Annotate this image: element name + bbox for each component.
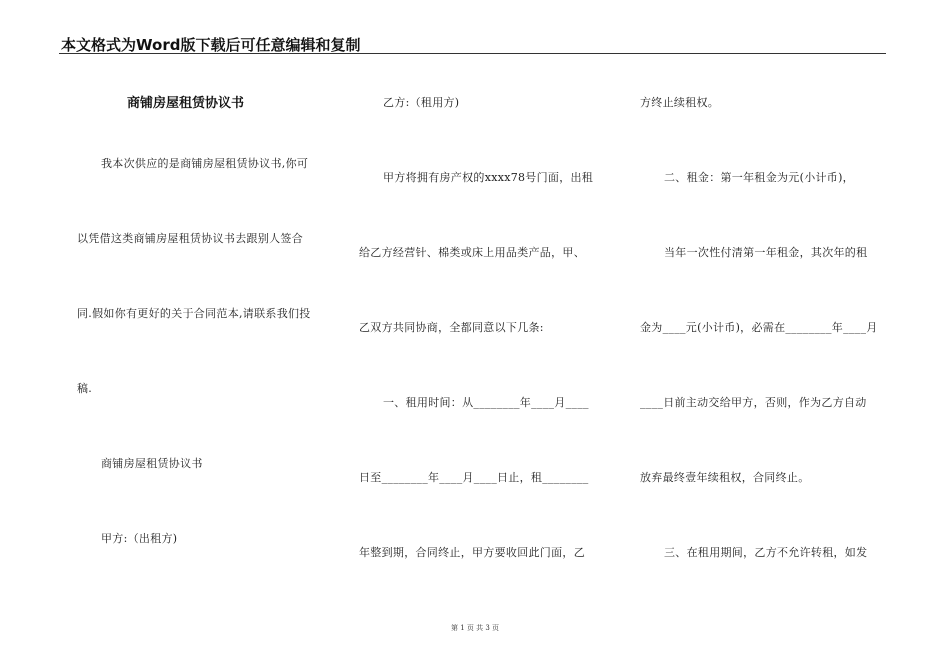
paragraph-line: 日至________年____月____日止，租________ [359, 471, 589, 484]
section-heading: 商铺房屋租赁协议书 [101, 457, 203, 470]
document-title: 商铺房屋租赁协议书 [127, 96, 245, 111]
paragraph-line: 稿. [77, 382, 93, 395]
header-rule [59, 53, 886, 54]
paragraph-line: 甲方:（出租方) [101, 532, 178, 545]
paragraph-line: ____日前主动交给甲方，否则，作为乙方自动 [640, 396, 867, 409]
paragraph-line: 乙双方共同协商，全都同意以下几条: [359, 321, 544, 334]
paragraph-line: 二、租金：第一年租金为元(小计币)， [664, 171, 854, 184]
paragraph-line: 年整到期，合同终止，甲方要收回此门面，乙 [359, 546, 585, 559]
paragraph-line: 以凭借这类商铺房屋租赁协议书去跟别人签合 [77, 232, 303, 245]
paragraph-line: 一、租用时间：从________年____月____ [383, 396, 589, 409]
page-footer: 第 1 页 共 3 页 [450, 624, 500, 632]
header-title: 本文格式为Word版下载后可任意编辑和复制 [61, 36, 361, 54]
paragraph-line: 甲方将拥有房产权的xxxx78号门面，出租 [383, 171, 594, 184]
paragraph-line: 我本次供应的是商铺房屋租赁协议书,你可 [101, 157, 309, 170]
paragraph-line: 方终止续租权。 [640, 96, 720, 109]
paragraph-line: 金为____元(小计币)，必需在________年____月 [640, 321, 878, 334]
paragraph-line: 当年一次性付清第一年租金，其次年的租 [664, 246, 868, 259]
paragraph-line: 同.假如你有更好的关于合同范本,请联系我们投 [77, 307, 311, 320]
paragraph-line: 三、在租用期间，乙方不允许转租，如发 [664, 546, 868, 559]
paragraph-line: 给乙方经营针、棉类或床上用品类产品，甲、 [359, 246, 585, 259]
paragraph-line: 乙方:（租用方) [383, 96, 460, 109]
paragraph-line: 放弃最终壹年续租权，合同终止。 [640, 471, 810, 484]
